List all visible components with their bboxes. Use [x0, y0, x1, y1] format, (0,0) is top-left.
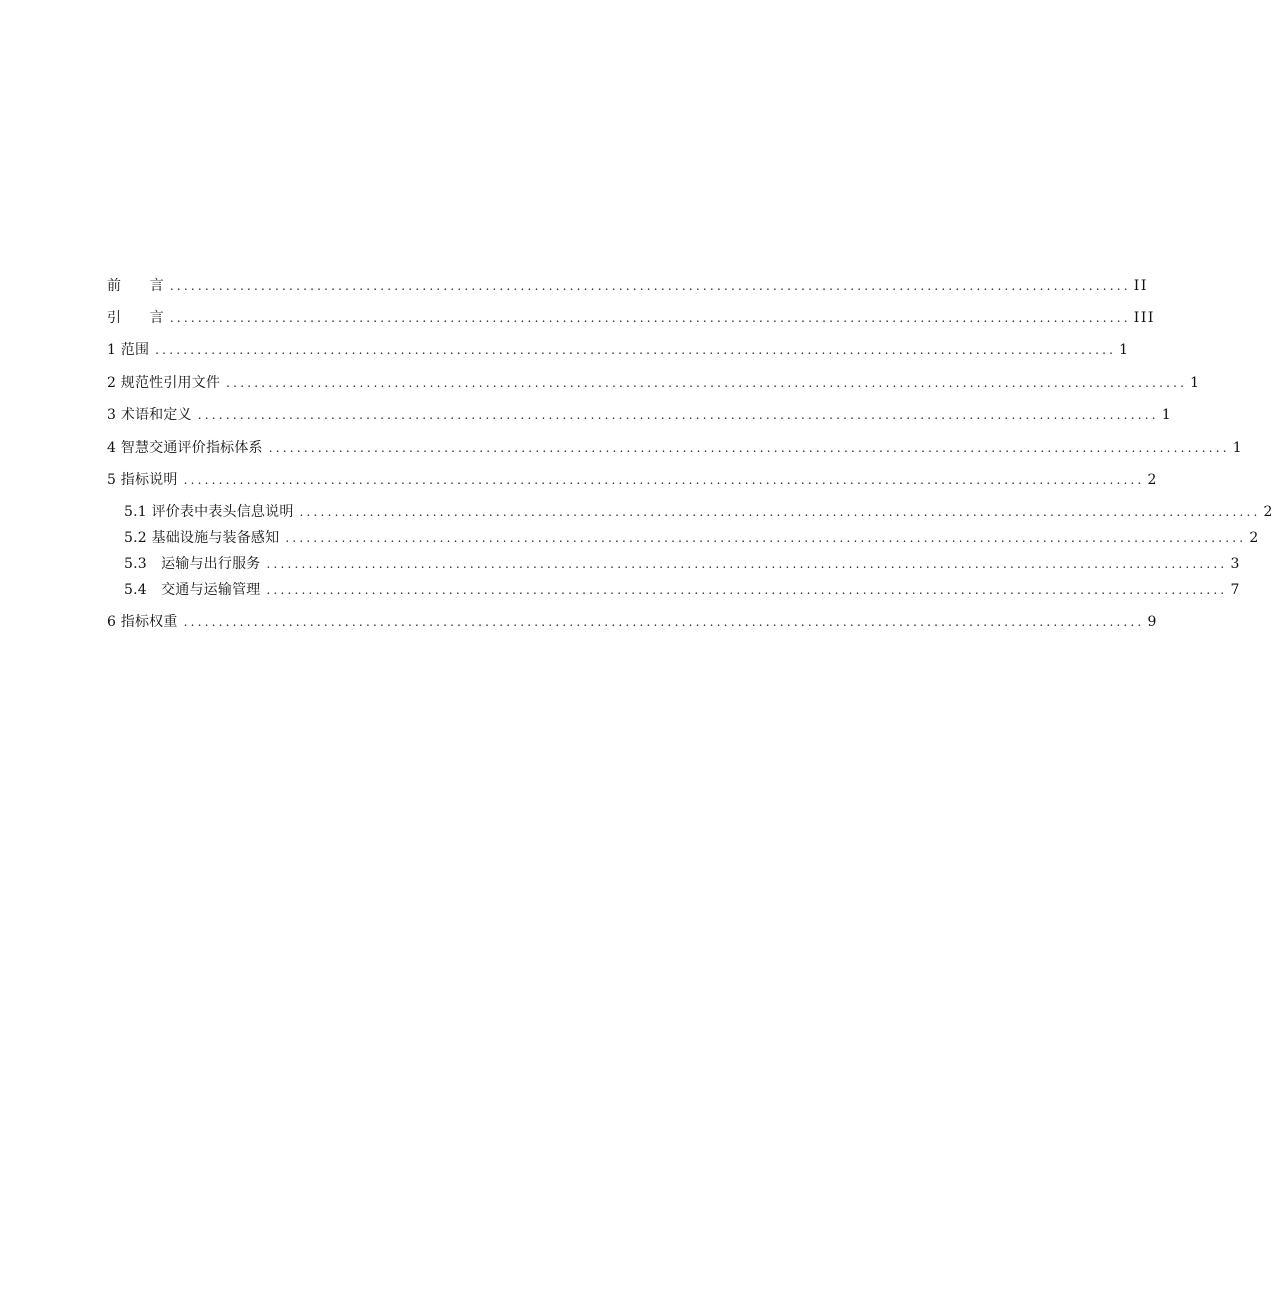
toc-entry-title: 5.4 交通与运输管理	[124, 582, 261, 598]
toc-entry-title: 4 智慧交通评价指标体系	[107, 440, 263, 456]
toc-entry-5-4[interactable]	[107, 580, 1241, 612]
toc-entry-title: 5 指标说明	[107, 472, 178, 488]
toc-entry-title: 1 范围	[107, 342, 150, 358]
toc-entry-scope[interactable]	[107, 340, 1130, 373]
toc-entry-title: 3 术语和定义	[107, 407, 192, 423]
toc-entry-indicator-description[interactable]	[107, 470, 1158, 502]
toc-leader-dots: .........................................................................................................................................	[155, 343, 1117, 357]
toc-entry-page: III	[1133, 310, 1155, 326]
toc-leader-dots: .........................................................................................................................................	[197, 408, 1159, 422]
toc-entry-5-2[interactable]	[107, 528, 1260, 554]
toc-leader-dots: .........................................................................................................................................	[169, 279, 1131, 293]
toc-entry-indicator-weights[interactable]	[107, 612, 1158, 638]
toc-entry-title: 5.1 评价表中表头信息说明	[124, 504, 294, 520]
toc-entry-page: 2	[1249, 530, 1260, 546]
toc-entry-page: 7	[1230, 582, 1241, 598]
toc-leader-dots: .........................................................................................................................................	[285, 531, 1247, 545]
toc-leader-dots: .........................................................................................................................................	[299, 505, 1261, 519]
toc-leader-dots: .........................................................................................................................................	[226, 376, 1188, 390]
toc-entry-title: 6 指标权重	[107, 614, 178, 630]
toc-entry-foreword[interactable]	[107, 276, 1148, 308]
toc-entry-page: 3	[1230, 556, 1241, 572]
toc-entry-normative-references[interactable]	[107, 373, 1201, 405]
toc-entry-title: 引 言	[107, 310, 164, 326]
toc-entry-title: 前 言	[107, 278, 164, 294]
toc-entry-terms-definitions[interactable]	[107, 405, 1173, 438]
table-of-contents	[107, 276, 1274, 638]
toc-entry-title: 2 规范性引用文件	[107, 375, 221, 391]
toc-leader-dots: .........................................................................................................................................	[169, 311, 1131, 325]
toc-entry-5-3[interactable]	[107, 554, 1241, 580]
toc-entry-page: II	[1133, 278, 1148, 294]
toc-entry-introduction[interactable]	[107, 308, 1155, 340]
toc-entry-page: 1	[1161, 407, 1173, 423]
toc-entry-page: 9	[1147, 614, 1158, 630]
toc-entry-page: 1	[1119, 342, 1130, 358]
toc-entry-page: 2	[1147, 472, 1158, 488]
toc-leader-dots: .........................................................................................................................................	[183, 615, 1145, 629]
toc-entry-5-1[interactable]	[107, 502, 1274, 528]
toc-leader-dots: .........................................................................................................................................	[183, 473, 1145, 487]
toc-entry-indicator-system[interactable]	[107, 438, 1244, 470]
toc-entry-page: 1	[1190, 375, 1201, 391]
toc-leader-dots: .........................................................................................................................................	[268, 441, 1230, 455]
toc-entry-title: 5.2 基础设施与装备感知	[124, 530, 280, 546]
toc-entry-page: 2	[1263, 504, 1274, 520]
toc-leader-dots: .........................................................................................................................................	[266, 557, 1228, 571]
toc-leader-dots: .........................................................................................................................................	[266, 583, 1228, 597]
toc-entry-page: 1	[1232, 440, 1244, 456]
toc-entry-title: 5.3 运输与出行服务	[124, 556, 261, 572]
